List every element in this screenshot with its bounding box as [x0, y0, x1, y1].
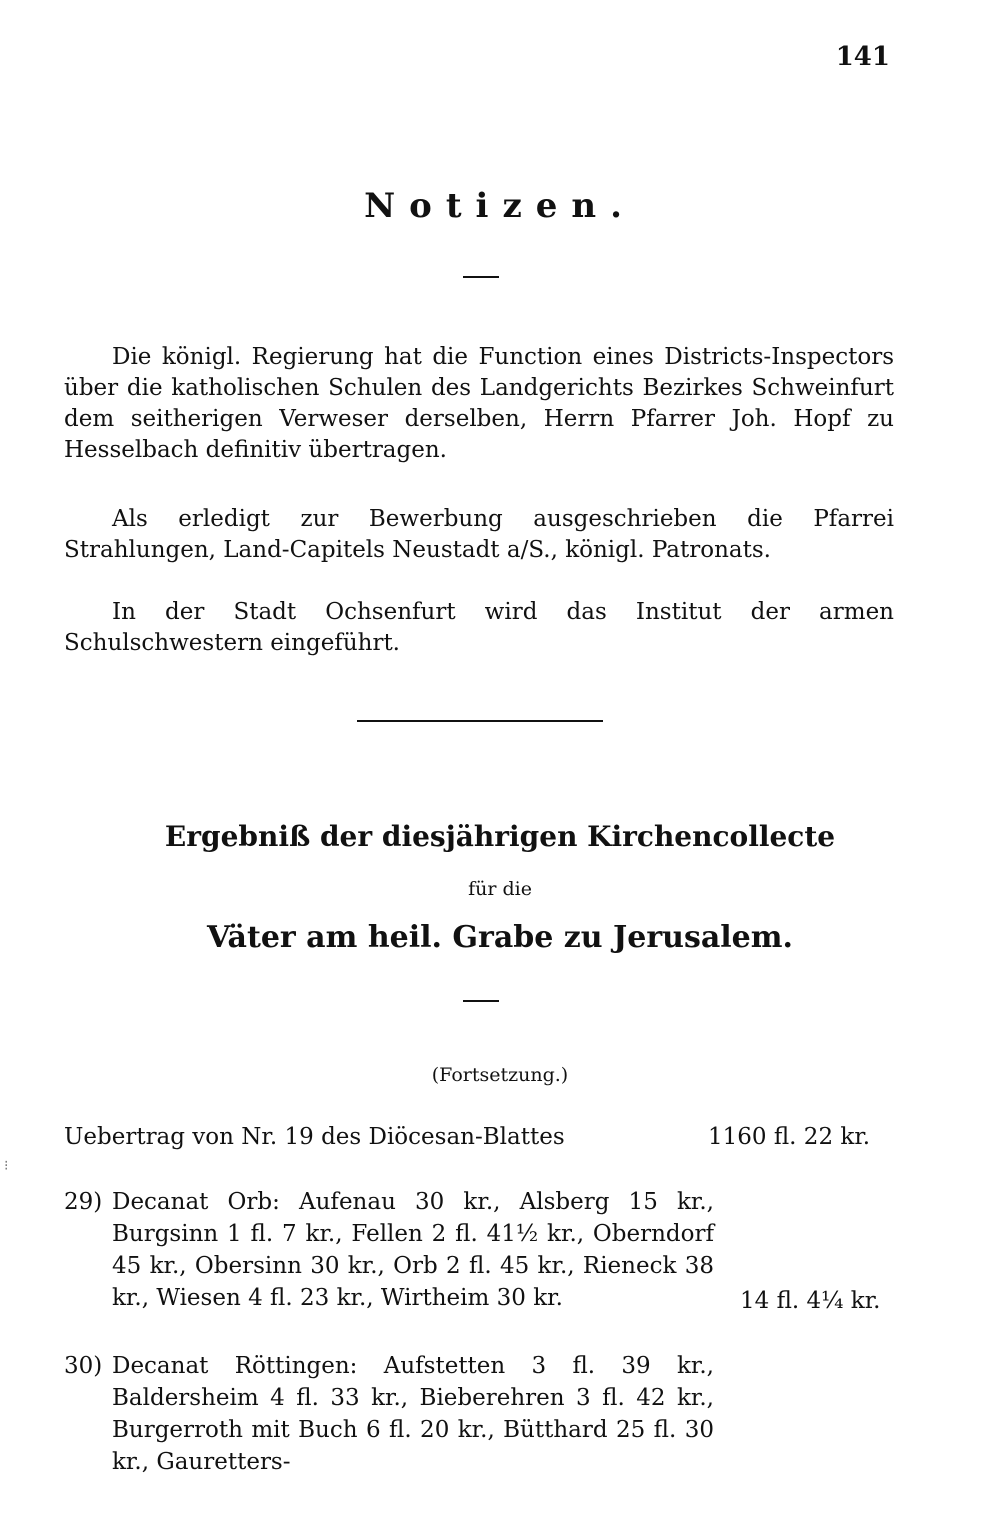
- continuation-note: (Fortsetzung.): [431, 1064, 569, 1086]
- carryover-amount: 1160 fl. 22 kr.: [708, 1124, 871, 1150]
- collection-subtitle: für die: [468, 878, 532, 900]
- margin-dots: ⁝: [4, 1158, 9, 1174]
- carryover-label: Uebertrag von Nr. 19 des Diöcesan-Blattes: [64, 1124, 565, 1150]
- page-number: 141: [835, 42, 890, 72]
- notice-paragraph-3: In der Stadt Ochsenfurt wird das Institut der armen Schulschwestern eingeführt.: [64, 599, 894, 656]
- notice-paragraph-2: Als erledigt zur Bewerbung ausgeschrieben die Pfarrei Strahlungen, Land-Capitels Neustadt a/S., königl. Patronats.: [64, 506, 894, 563]
- section-divider: [357, 720, 603, 722]
- collection-title-2: Väter am heil. Grabe zu Jerusalem.: [207, 920, 793, 955]
- notice-paragraph-1: Die königl. Regierung hat die Function eines Districts-Inspectors über die katholischen Schulen des Landgerichts Bezirkes Schweinfurt dem seitherigen Verweser derselben, Herrn Pfarrer Joh. Hopf zu Hesselbach definitiv übertragen.: [64, 344, 894, 463]
- entry-text: Decanat Orb: Aufenau 30 kr., Alsberg 15 kr., Burgsinn 1 fl. 7 kr., Fellen 2 fl. 41½ kr., Oberndorf 45 kr., Obersinn 30 kr., Orb 2 fl. 45 kr., Rieneck 38 kr., Wiesen 4 fl. 23 kr., Wirtheim 30 kr.: [112, 1189, 714, 1311]
- entry-amount: 14 fl. 4¼ kr.: [740, 1288, 881, 1314]
- list-item: [64, 1186, 714, 1314]
- entry-text: Decanat Röttingen: Aufstetten 3 fl. 39 kr., Baldersheim 4 fl. 33 kr., Bieberehren 3 fl. 42 kr., Burgerroth mit Buch 6 fl. 20 kr., Bütthard 25 fl. 30 kr., Gauretters-: [112, 1353, 714, 1475]
- entry-number: 30): [64, 1353, 103, 1379]
- collection-title: Ergebniß der diesjährigen Kirchencollecte: [164, 820, 836, 853]
- entry-number: 29): [64, 1189, 103, 1215]
- short-divider: [463, 276, 499, 278]
- short-divider-2: [463, 1000, 499, 1002]
- section-title-notizen: Notizen.: [364, 186, 636, 226]
- list-item: [64, 1350, 714, 1478]
